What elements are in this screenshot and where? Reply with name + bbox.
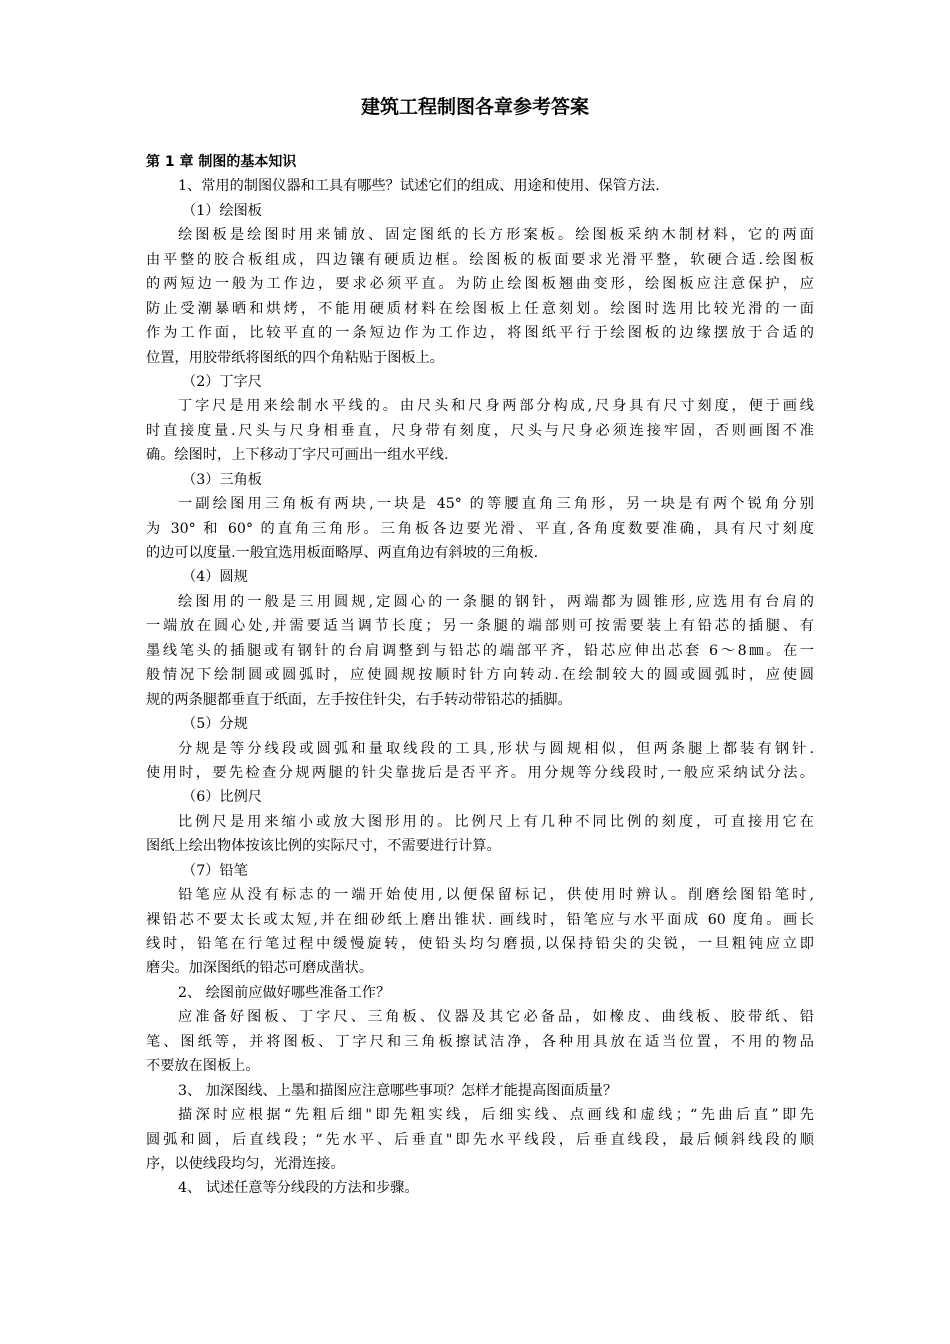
text-line: （3）三角板 xyxy=(182,471,262,488)
text-line: 丁字尺是用来绘制水平线的。由尺头和尺身两部分构成,尺身具有尺寸刻度，便于画线 xyxy=(178,398,814,415)
text-line: （7）铅笔 xyxy=(182,862,248,879)
text-line: 描深时应根据“先粗后细"即先粗实线，后细实线、点画线和虚线；“先曲后直”即先 xyxy=(178,1107,814,1124)
text-line: 不要放在图板上。 xyxy=(146,1058,260,1075)
text-line: （5）分规 xyxy=(182,716,248,733)
text-line: 作为工作面，比较平直的一条短边作为工作边，将图纸平行于绘图板的边缘摆放于合适的 xyxy=(146,325,814,342)
text-line: 时直接度量.尺头与尺身相垂直，尺身带有刻度，尺头与尺身必须连接牢固，否则画图不准 xyxy=(146,422,814,439)
text-line: 4、 试述任意等分线段的方法和步骤。 xyxy=(178,1180,419,1197)
text-line: 一副绘图用三角板有两块,一块是 45° 的等腰直角三角形，另一块是有两个锐角分别 xyxy=(178,496,814,513)
text-line: 防止受潮暴晒和烘烤，不能用硬质材料在绘图板上任意刻划。绘图时选用比较光滑的一面 xyxy=(146,300,814,317)
text-line: 应准备好图板、丁字尺、三角板、仪器及其它必备品，如橡皮、曲线板、胶带纸、铅 xyxy=(178,1009,814,1026)
text-line: 位置，用胶带纸将图纸的四个角粘贴于图板上。 xyxy=(146,349,444,366)
text-line: 般情况下绘制圆或圆弧时，应使圆规按顺时针方向转动.在绘制较大的圆或圆弧时，应使圆 xyxy=(146,667,814,684)
text-line: 圆弧和圆，后直线段；“先水平、后垂直"即先水平线段，后垂直线段，最后倾斜线段的顺 xyxy=(146,1131,814,1148)
text-line: （4）圆规 xyxy=(182,569,248,586)
text-line: 绘图用的一般是三用圆规,定圆心的一条腿的钢针，两端都为圆锥形,应选用有台肩的 xyxy=(178,593,814,610)
paragraph-lines xyxy=(146,174,814,1200)
text-line: 1、常用的制图仪器和工具有哪些？试述它们的组成、用途和使用、保管方法. xyxy=(178,178,660,195)
document-title: 建筑工程制图各章参考答案 xyxy=(360,96,589,118)
text-line: 一端放在圆心处,并需要适当调节长度；另一条腿的端部则可按需要装上有铅芯的插腿、有 xyxy=(146,618,814,635)
text-line: 磨尖。加深图纸的铅芯可磨成凿状。 xyxy=(146,960,374,977)
text-line: 3、 加深图线、上墨和描图应注意哪些事项？怎样才能提高图面质量？ xyxy=(178,1082,618,1099)
text-line: （6）比例尺 xyxy=(182,789,262,806)
text-line: 确。绘图时，上下移动丁字尺可画出一组水平线. xyxy=(146,447,449,464)
text-line: （2）丁字尺 xyxy=(182,373,262,390)
text-line: 的边可以度量.一般宜选用板面略厚、两直角边有斜坡的三角板. xyxy=(146,545,539,561)
text-line: 序，以使线段均匀，光滑连接。 xyxy=(146,1155,345,1172)
text-line: （1）绘图板 xyxy=(182,202,262,219)
document-body xyxy=(146,150,814,1201)
text-line: 线时，铅笔在行笔过程中缓慢旋转，使铅头均匀磨损,以保持铅尖的尖锐，一旦粗钝应立即 xyxy=(146,936,814,952)
text-line: 裸铅芯不要太长或太短,并在细砂纸上磨出锥状. 画线时，铅笔应与水平面成 60 度角。画长 xyxy=(146,911,814,928)
text-line: 比例尺是用来缩小或放大图形用的。比例尺上有几种不同比例的刻度，可直接用它在 xyxy=(178,813,814,830)
text-line: 为 30° 和 60° 的直角三角形。三角板各边要光滑、平直,各角度数要准确，具有尺寸刻度 xyxy=(146,520,814,537)
text-line: 2、 绘图前应做好哪些准备工作？ xyxy=(178,984,391,1001)
text-line: 铅笔应从没有标志的一端开始使用,以便保留标记，供使用时辨认。削磨绘图铅笔时, xyxy=(178,887,814,904)
text-line: 的两短边一般为工作边，要求必须平直。为防止绘图板翘曲变形，绘图板应注意保护，应 xyxy=(146,276,814,293)
text-line: 规的两条腿都垂直于纸面，左手按住针尖，右手转动带铅芯的插脚。 xyxy=(146,691,572,708)
text-line: 图纸上绘出物体按该比例的实际尺寸，不需要进行计算。 xyxy=(146,838,501,855)
text-line: 使用时，要先检查分规两腿的针尖靠拢后是否平齐。用分规等分线段时,一般应采纳试分法。 xyxy=(146,764,814,781)
text-line: 笔、图纸等，并将图板、丁字尺和三角板擦试洁净，各种用具放在适当位置，不用的物品 xyxy=(146,1033,814,1050)
text-line: 墨线笔头的插腿或有钢针的台肩调整到与铅芯的端部平齐，铅芯应伸出芯套 6～8㎜。在一 xyxy=(146,642,814,659)
text-line: 绘图板是绘图时用来铺放、固定图纸的长方形案板。绘图板采纳木制材料，它的两面 xyxy=(178,227,814,244)
chapter-heading: 第 1 章 制图的基本知识 xyxy=(146,154,297,170)
text-line: 分规是等分线段或圆弧和量取线段的工具,形状与圆规相似，但两条腿上都装有钢针. xyxy=(178,740,814,757)
text-line: 由平整的胶合板组成，四边镶有硬质边框。绘图板的板面要求光滑平整，软硬合适.绘图板 xyxy=(146,251,814,268)
